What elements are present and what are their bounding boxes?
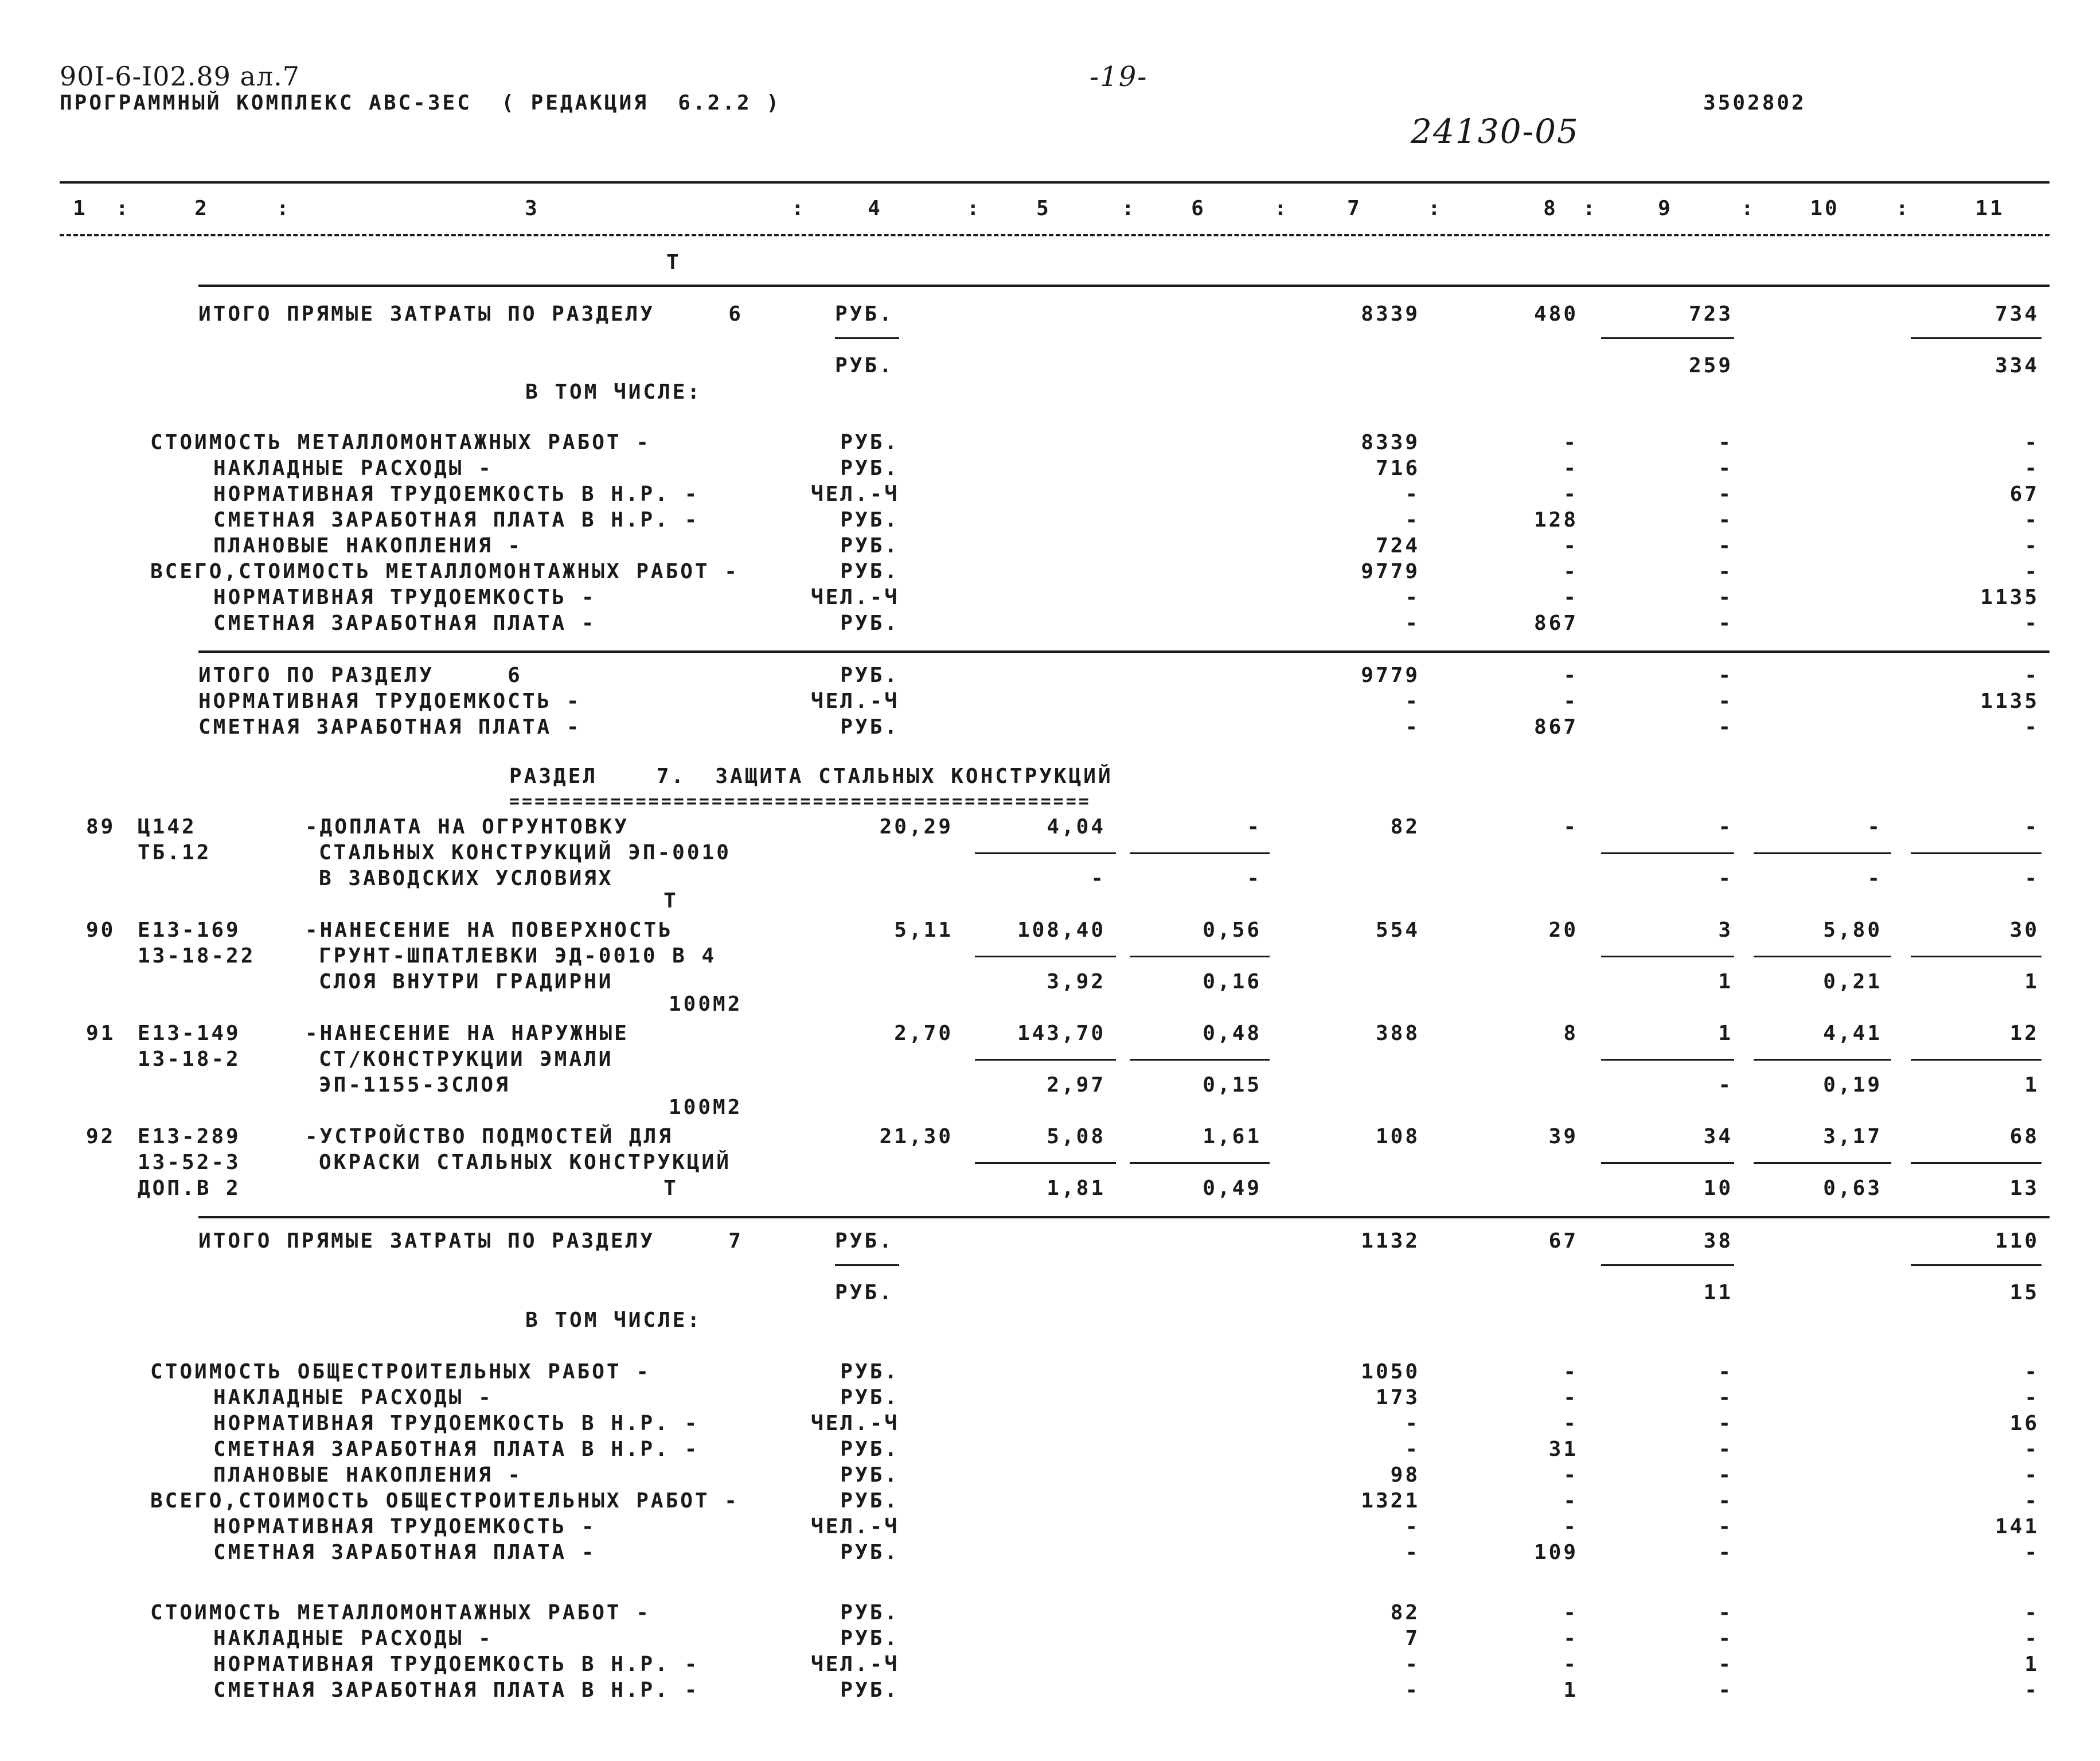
value-c9: -	[1718, 1437, 1733, 1461]
item-description: СЛОЯ ВНУТРИ ГРАДИРНИ	[319, 970, 614, 994]
value-c8: -	[1563, 586, 1578, 609]
value-c9: 11	[1703, 1281, 1733, 1304]
value-c11: 1	[2024, 970, 2039, 994]
item-unit: 100М2	[669, 1096, 743, 1119]
summary-row-unit: РУБ.	[840, 611, 899, 635]
value-c7: 108	[1375, 1125, 1420, 1148]
item-description: СТАЛЬНЫХ КОНСТРУКЦИЙ ЭП-0010	[319, 841, 731, 864]
value-c8: 20	[1548, 918, 1578, 942]
value-c11: 1135	[1980, 586, 2039, 609]
summary-row-unit: РУБ.	[840, 1678, 899, 1702]
value-c8: -	[1563, 482, 1578, 506]
fraction-line	[1601, 852, 1734, 854]
value-c9: -	[1718, 815, 1733, 839]
value-c5: 3,92	[1047, 970, 1106, 994]
column-separator: :	[791, 197, 806, 220]
section-total-label: СМЕТНАЯ ЗАРАБОТНАЯ ПЛАТА -	[198, 715, 581, 739]
section-rule	[198, 285, 2050, 287]
value-c7: -	[1405, 1541, 1420, 1564]
value-c11: -	[2024, 1489, 2039, 1513]
section-total-unit: ЧЕЛ.-Ч	[810, 689, 899, 713]
column-header-7: 7	[1347, 197, 1362, 220]
value-c11: -	[2024, 534, 2039, 558]
value-c10: 0,19	[1823, 1073, 1882, 1097]
value-c7: -	[1405, 586, 1420, 609]
value-c9: -	[1718, 431, 1733, 454]
item-description: -НАНЕСЕНИЕ НА НАРУЖНЫЕ	[305, 1022, 629, 1045]
item-code: Е13-289	[138, 1125, 241, 1148]
summary-row-label: СМЕТНАЯ ЗАРАБОТНАЯ ПЛАТА -	[213, 1541, 596, 1564]
fraction-line	[1601, 1059, 1734, 1061]
value-c8: -	[1563, 664, 1578, 687]
value-c11: 12	[2009, 1022, 2039, 1045]
summary-row-unit: РУБ.	[840, 431, 899, 454]
value-c11: 15	[2009, 1281, 2039, 1304]
summary-row-unit: ЧЕЛ.-Ч	[810, 482, 899, 506]
summary-row-label: СМЕТНАЯ ЗАРАБОТНАЯ ПЛАТА -	[213, 611, 596, 635]
fraction-line	[1601, 1162, 1734, 1164]
value-c10: -	[1867, 815, 1882, 839]
summary-row-label: СМЕТНАЯ ЗАРАБОТНАЯ ПЛАТА В Н.Р. -	[213, 1437, 700, 1461]
value-c11: -	[2024, 1386, 2039, 1409]
summary-row-unit: РУБ.	[840, 1437, 899, 1461]
value-c7: 1132	[1361, 1229, 1420, 1253]
c9-underline	[1601, 337, 1734, 339]
column-header-8: 8	[1543, 197, 1558, 220]
value-c11: 110	[1994, 1229, 2039, 1253]
summary-row-unit: РУБ.	[840, 508, 899, 532]
item-description: В ЗАВОДСКИХ УСЛОВИЯХ	[319, 867, 614, 890]
summary-row-label: СТОИМОСТЬ МЕТАЛЛОМОНТАЖНЫХ РАБОТ -	[150, 1601, 651, 1624]
value-c7: 8339	[1361, 431, 1420, 454]
summary-row-label: НАКЛАДНЫЕ РАСХОДЫ -	[213, 457, 493, 480]
section-total-unit: РУБ.	[840, 664, 899, 687]
summary-row-label: НАКЛАДНЫЕ РАСХОДЫ -	[213, 1627, 493, 1650]
value-c8: 67	[1548, 1229, 1578, 1253]
value-c7: 7	[1405, 1627, 1420, 1650]
value-c9: 3	[1718, 918, 1733, 942]
value-c11: -	[2024, 664, 2039, 687]
unit-underline	[835, 1264, 899, 1266]
summary-row-unit: ЧЕЛ.-Ч	[810, 1653, 899, 1676]
column-header-4: 4	[868, 197, 883, 220]
summary-row-unit: РУБ.	[840, 1463, 899, 1487]
fraction-line	[1911, 1059, 2042, 1061]
value-c9: 34	[1703, 1125, 1733, 1148]
item-description: ЭП-1155-3СЛОЯ	[319, 1073, 510, 1097]
column-header-11: 11	[1975, 197, 2005, 220]
value-c5: -	[1091, 867, 1106, 890]
fraction-line	[975, 956, 1116, 957]
value-c7: -	[1405, 1437, 1420, 1461]
header-rule-bottom	[60, 234, 2050, 236]
value-c9: -	[1718, 1541, 1733, 1564]
value-c11: 1	[2024, 1653, 2039, 1676]
item-number: 90	[86, 918, 116, 942]
column-separator: :	[1274, 197, 1289, 220]
value-c9: -	[1718, 1489, 1733, 1513]
value-c9: -	[1718, 715, 1733, 739]
item-description: ГРУНТ-ШПАТЛЕВКИ ЭД-0010 В 4	[319, 944, 717, 968]
value-c10: 0,63	[1823, 1176, 1882, 1200]
unit-underline	[835, 337, 899, 339]
item-number: 92	[86, 1125, 116, 1148]
fraction-line	[1754, 1059, 1891, 1061]
value-c8: -	[1563, 1601, 1578, 1624]
value-c11: -	[2024, 1601, 2039, 1624]
summary-row-label: НОРМАТИВНАЯ ТРУДОЕМКОСТЬ В Н.Р. -	[213, 1653, 700, 1676]
value-c5: 4,04	[1047, 815, 1106, 839]
value-c7: 1050	[1361, 1360, 1420, 1384]
value-c4: 2,70	[894, 1022, 953, 1045]
section-rule	[198, 1216, 2050, 1218]
summary-row-label: СМЕТНАЯ ЗАРАБОТНАЯ ПЛАТА В Н.Р. -	[213, 1678, 700, 1702]
value-c9: -	[1718, 1653, 1733, 1676]
column-separator: :	[1583, 197, 1598, 220]
value-c5: 2,97	[1047, 1073, 1106, 1097]
value-c9: 1	[1718, 1022, 1733, 1045]
fraction-line	[975, 852, 1116, 854]
value-c5: 1,81	[1047, 1176, 1106, 1200]
item-description: ОКРАСКИ СТАЛЬНЫХ КОНСТРУКЦИЙ	[319, 1151, 731, 1174]
value-c11: 141	[1994, 1515, 2039, 1538]
value-c11: -	[2024, 1627, 2039, 1650]
value-c11: -	[2024, 431, 2039, 454]
value-c11: 30	[2009, 918, 2039, 942]
value-c11: 13	[2009, 1176, 2039, 1200]
summary-row-label: ВСЕГО,СТОИМОСТЬ МЕТАЛЛОМОНТАЖНЫХ РАБОТ -	[150, 560, 739, 583]
column-separator: :	[1896, 197, 1911, 220]
fraction-line	[1911, 852, 2042, 854]
value-c11: -	[2024, 815, 2039, 839]
value-c11: -	[2024, 1360, 2039, 1384]
column-header-9: 9	[1658, 197, 1673, 220]
column-separator: :	[1741, 197, 1756, 220]
value-c7: -	[1405, 1653, 1420, 1676]
second-line-unit: РУБ.	[835, 1281, 894, 1304]
value-c6: 0,56	[1203, 918, 1262, 942]
value-c10: -	[1867, 867, 1882, 890]
value-c9: -	[1718, 1360, 1733, 1384]
page-number: -19-	[1090, 61, 1148, 93]
item-unit: 100М2	[669, 992, 743, 1016]
value-c8: -	[1563, 1386, 1578, 1409]
summary-row-unit: РУБ.	[840, 560, 899, 583]
value-c7: -	[1405, 1412, 1420, 1435]
fraction-line	[1754, 1162, 1891, 1164]
summary-row-label: ПЛАНОВЫЕ НАКОПЛЕНИЯ -	[213, 534, 523, 558]
value-c8: -	[1563, 457, 1578, 480]
value-c8: 1	[1563, 1678, 1578, 1702]
summary-row-unit: РУБ.	[840, 534, 899, 558]
value-c10: 5,80	[1823, 918, 1882, 942]
total-direct-label: ИТОГО ПРЯМЫЕ ЗАТРАТЫ ПО РАЗДЕЛУ 6	[198, 302, 743, 326]
value-c11: -	[2024, 867, 2039, 890]
including-label: В ТОМ ЧИСЛЕ:	[525, 1308, 702, 1332]
value-c9: -	[1718, 1412, 1733, 1435]
value-c7: -	[1405, 611, 1420, 635]
value-c6: 0,49	[1203, 1176, 1262, 1200]
value-c9: -	[1718, 611, 1733, 635]
item-code: 13-18-2	[138, 1047, 241, 1071]
fraction-line	[975, 1162, 1116, 1164]
value-c9: -	[1718, 1463, 1733, 1487]
item-code: 13-18-22	[138, 944, 256, 968]
summary-row-label: СМЕТНАЯ ЗАРАБОТНАЯ ПЛАТА В Н.Р. -	[213, 508, 700, 532]
value-c7: -	[1405, 482, 1420, 506]
value-c7: 98	[1390, 1463, 1420, 1487]
value-c9: -	[1718, 457, 1733, 480]
value-c4: 5,11	[894, 918, 953, 942]
summary-row-unit: ЧЕЛ.-Ч	[810, 1515, 899, 1538]
item-code: ДОП.В 2	[138, 1176, 241, 1200]
fraction-line	[1601, 956, 1734, 957]
item-number: 91	[86, 1022, 116, 1045]
value-c9: -	[1718, 1073, 1733, 1097]
value-c8: -	[1563, 1653, 1578, 1676]
summary-row-unit: РУБ.	[840, 457, 899, 480]
value-c10: 4,41	[1823, 1022, 1882, 1045]
value-c5: 143,70	[1017, 1022, 1106, 1045]
value-c9: -	[1718, 867, 1733, 890]
value-c6: 0,48	[1203, 1022, 1262, 1045]
value-c11: 1135	[1980, 689, 2039, 713]
value-c7: 1321	[1361, 1489, 1420, 1513]
summary-row-unit: РУБ.	[840, 1541, 899, 1564]
value-c7: -	[1405, 689, 1420, 713]
value-c11: 16	[2009, 1412, 2039, 1435]
value-c4: 20,29	[879, 815, 953, 839]
value-c6: 0,15	[1203, 1073, 1262, 1097]
value-c9: -	[1718, 1386, 1733, 1409]
item-code: Е13-149	[138, 1022, 241, 1045]
value-c11: -	[2024, 1463, 2039, 1487]
value-c7: -	[1405, 715, 1420, 739]
fraction-line	[1130, 1162, 1270, 1164]
value-c9: 10	[1703, 1176, 1733, 1200]
value-c11: -	[2024, 611, 2039, 635]
item-code: Ц142	[138, 815, 197, 839]
document-code: 90I-6-I02.89 ал.7	[60, 61, 300, 92]
value-c7: 9779	[1361, 560, 1420, 583]
summary-row-unit: ЧЕЛ.-Ч	[810, 1412, 899, 1435]
item-unit: Т	[663, 889, 678, 913]
value-c4: 21,30	[879, 1125, 953, 1148]
value-c9: -	[1718, 586, 1733, 609]
value-c8: -	[1563, 689, 1578, 713]
value-c6: -	[1247, 867, 1262, 890]
summary-row-label: ВСЕГО,СТОИМОСТЬ ОБЩЕСТРОИТЕЛЬНЫХ РАБОТ -	[150, 1489, 739, 1513]
fraction-line	[1911, 956, 2042, 957]
summary-row-unit: РУБ.	[840, 1489, 899, 1513]
value-c8: -	[1563, 815, 1578, 839]
value-c7: 554	[1375, 918, 1420, 942]
summary-row-unit: РУБ.	[840, 1601, 899, 1624]
value-c11: -	[2024, 560, 2039, 583]
value-c8: 867	[1533, 715, 1578, 739]
section-heading: РАЗДЕЛ 7. ЗАЩИТА СТАЛЬНЫХ КОНСТРУКЦИЙ	[509, 765, 1113, 788]
value-c7: 716	[1375, 457, 1420, 480]
total-direct-unit: РУБ.	[835, 302, 894, 326]
item-number: 89	[86, 815, 116, 839]
column-header-6: 6	[1191, 197, 1206, 220]
value-c10: 3,17	[1823, 1125, 1882, 1148]
summary-row-unit: РУБ.	[840, 1386, 899, 1409]
value-c7: -	[1405, 508, 1420, 532]
value-c7: 82	[1390, 1601, 1420, 1624]
value-c8: 109	[1533, 1541, 1578, 1564]
value-c8: 8	[1563, 1022, 1578, 1045]
summary-row-label: НАКЛАДНЫЕ РАСХОДЫ -	[213, 1386, 493, 1409]
value-c10: 0,21	[1823, 970, 1882, 994]
section-total-label: ИТОГО ПО РАЗДЕЛУ 6	[198, 664, 522, 687]
including-label: В ТОМ ЧИСЛЕ:	[525, 380, 702, 404]
item-code: 13-52-3	[138, 1151, 241, 1174]
value-c8: 39	[1548, 1125, 1578, 1148]
column-header-1: 1	[73, 197, 88, 220]
total-direct-label: ИТОГО ПРЯМЫЕ ЗАТРАТЫ ПО РАЗДЕЛУ 7	[198, 1229, 743, 1253]
value-c7: 388	[1375, 1022, 1420, 1045]
value-c9: -	[1718, 482, 1733, 506]
column-separator: :	[116, 197, 131, 220]
value-c6: -	[1247, 815, 1262, 839]
value-c9: 38	[1703, 1229, 1733, 1253]
fraction-line	[1754, 852, 1891, 854]
value-c9: -	[1718, 664, 1733, 687]
value-c8: -	[1563, 1412, 1578, 1435]
value-c11: -	[2024, 1678, 2039, 1702]
value-c11: -	[2024, 457, 2039, 480]
value-c5: 5,08	[1047, 1125, 1106, 1148]
item-description: СТ/КОНСТРУКЦИИ ЭМАЛИ	[319, 1047, 614, 1071]
value-c9: -	[1718, 1601, 1733, 1624]
c11-underline	[1911, 1264, 2042, 1266]
total-direct-unit: РУБ.	[835, 1229, 894, 1253]
c11-underline	[1911, 337, 2042, 339]
value-c11: -	[2024, 1437, 2039, 1461]
value-c6: 1,61	[1203, 1125, 1262, 1148]
value-c11: -	[2024, 1541, 2039, 1564]
fraction-line	[1911, 1162, 2042, 1164]
value-c7: 9779	[1361, 664, 1420, 687]
section-total-label: НОРМАТИВНАЯ ТРУДОЕМКОСТЬ -	[198, 689, 581, 713]
column-header-3: 3	[525, 197, 540, 220]
value-c9: 1	[1718, 970, 1733, 994]
column-header-5: 5	[1036, 197, 1051, 220]
value-c11: 1	[2024, 1073, 2039, 1097]
header-rule-top	[60, 181, 2050, 184]
fraction-line	[1130, 852, 1270, 854]
summary-row-unit: ЧЕЛ.-Ч	[810, 586, 899, 609]
fraction-line	[1130, 1059, 1270, 1061]
value-c9: -	[1718, 1678, 1733, 1702]
column-header-10: 10	[1810, 197, 1840, 220]
value-c11: 734	[1994, 302, 2039, 326]
value-c7: 724	[1375, 534, 1420, 558]
value-c8: 867	[1533, 611, 1578, 635]
value-c11: 68	[2009, 1125, 2039, 1148]
handwritten-code: 24130-05	[1411, 112, 1579, 151]
second-line-unit: РУБ.	[835, 354, 894, 377]
summary-row-label: НОРМАТИВНАЯ ТРУДОЕМКОСТЬ -	[213, 1515, 596, 1538]
value-c9: -	[1718, 1515, 1733, 1538]
value-c11: 334	[1994, 354, 2039, 377]
value-c9: -	[1718, 689, 1733, 713]
summary-row-label: ПЛАНОВЫЕ НАКОПЛЕНИЯ -	[213, 1463, 523, 1487]
summary-row-unit: РУБ.	[840, 1627, 899, 1650]
column-separator: :	[276, 197, 291, 220]
value-c8: -	[1563, 1515, 1578, 1538]
value-c7: -	[1405, 1678, 1420, 1702]
summary-row-unit: РУБ.	[840, 1360, 899, 1384]
summary-row-label: НОРМАТИВНАЯ ТРУДОЕМКОСТЬ В Н.Р. -	[213, 482, 700, 506]
item-description: -ДОПЛАТА НА ОГРУНТОВКУ	[305, 815, 629, 839]
section-heading-underline: ==============================================	[509, 792, 1091, 812]
value-c8: -	[1563, 560, 1578, 583]
c9-underline	[1601, 1264, 1734, 1266]
registry-code: 3502802	[1703, 91, 1806, 115]
column-separator: :	[1122, 197, 1137, 220]
fraction-line	[975, 1059, 1116, 1061]
summary-row-label: СТОИМОСТЬ ОБЩЕСТРОИТЕЛЬНЫХ РАБОТ -	[150, 1360, 651, 1384]
value-c11: -	[2024, 508, 2039, 532]
value-c7: 8339	[1361, 302, 1420, 326]
section-rule	[198, 650, 2050, 653]
item-code: ТБ.12	[138, 841, 212, 864]
value-c11: -	[2024, 715, 2039, 739]
item-description: -НАНЕСЕНИЕ НА ПОВЕРХНОСТЬ	[305, 918, 673, 942]
value-c5: 108,40	[1017, 918, 1106, 942]
value-c9: -	[1718, 560, 1733, 583]
section-total-unit: РУБ.	[840, 715, 899, 739]
item-description: -УСТРОЙСТВО ПОДМОСТЕЙ ДЛЯ	[305, 1125, 673, 1148]
value-c9: -	[1718, 534, 1733, 558]
summary-row-label: НОРМАТИВНАЯ ТРУДОЕМКОСТЬ -	[213, 586, 596, 609]
item-code: Е13-169	[138, 918, 241, 942]
value-c8: -	[1563, 1489, 1578, 1513]
value-c9: -	[1718, 1627, 1733, 1650]
value-c8: -	[1563, 1463, 1578, 1487]
value-c8: 128	[1533, 508, 1578, 532]
value-c7: -	[1405, 1515, 1420, 1538]
summary-row-label: НОРМАТИВНАЯ ТРУДОЕМКОСТЬ В Н.Р. -	[213, 1412, 700, 1435]
column-header-2: 2	[194, 197, 209, 220]
value-c7: 82	[1390, 815, 1420, 839]
value-c8: -	[1563, 1360, 1578, 1384]
value-c8: -	[1563, 431, 1578, 454]
summary-row-label: СТОИМОСТЬ МЕТАЛЛОМОНТАЖНЫХ РАБОТ -	[150, 431, 651, 454]
value-c7: 173	[1375, 1386, 1420, 1409]
item-unit: Т	[663, 1176, 678, 1200]
value-c8: -	[1563, 1627, 1578, 1650]
value-c8: 31	[1548, 1437, 1578, 1461]
value-c9: -	[1718, 508, 1733, 532]
value-c8: -	[1563, 534, 1578, 558]
column-separator: :	[967, 197, 982, 220]
value-c9: 723	[1688, 302, 1733, 326]
value-c8: 480	[1533, 302, 1578, 326]
unit-fragment: Т	[666, 251, 681, 274]
program-title: ПРОГРАММНЫЙ КОМПЛЕКС АВС-ЗЕС ( РЕДАКЦИЯ 6.2.2 )	[60, 91, 782, 115]
column-separator: :	[1428, 197, 1443, 220]
value-c9: 259	[1688, 354, 1733, 377]
value-c6: 0,16	[1203, 970, 1262, 994]
value-c11: 67	[2009, 482, 2039, 506]
fraction-line	[1130, 956, 1270, 957]
fraction-line	[1754, 956, 1891, 957]
